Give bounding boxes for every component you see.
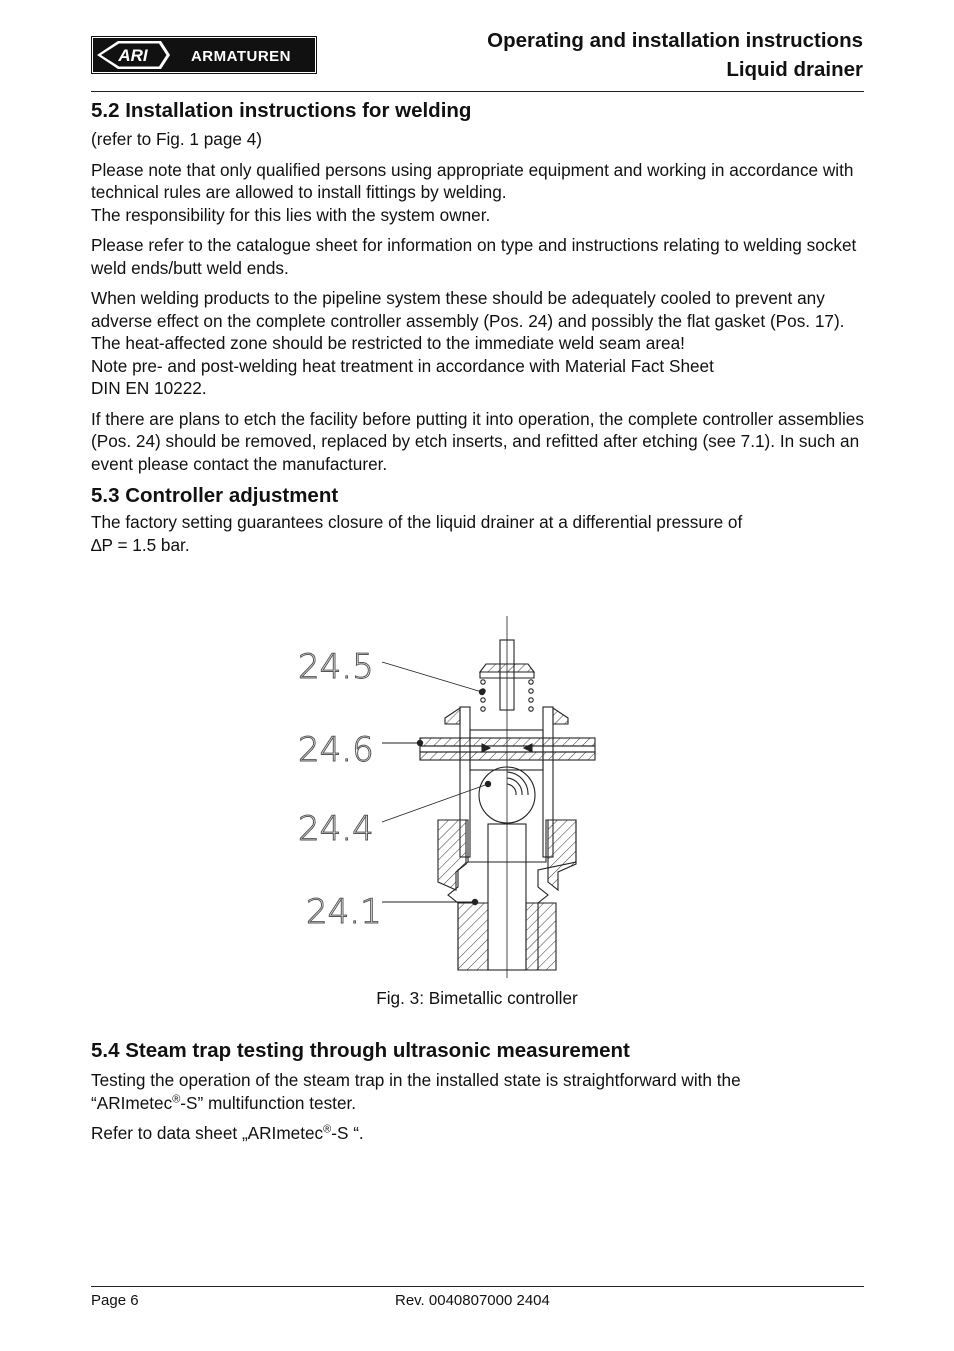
paragraph-din: DIN EN 10222. (91, 378, 207, 398)
section-5-4 (91, 1036, 864, 1145)
page-number: Page 6 (91, 1292, 139, 1309)
registered-mark: ® (172, 1092, 181, 1105)
leader-lines (382, 662, 488, 902)
paragraph-data-sheet (91, 1122, 864, 1145)
revision-number: Rev. 0040807000 2404 (395, 1292, 550, 1309)
ari-armaturen-logo (91, 36, 317, 74)
logo-mark-text: ARI (118, 46, 148, 65)
paragraph-etching: If there are plans to etch the facility before putting it into operation, the complete controller assemblies (Pos. 24) should be removed, replaced by etch inserts, and refitted after etching (see 7.1). In such an event please contact the manufacturer. (91, 408, 864, 474)
paragraph-tester (91, 1092, 864, 1115)
main-content (91, 96, 864, 556)
paragraph-cooling (91, 287, 864, 400)
tester-name-post: -S” multifunction tester. (180, 1092, 357, 1113)
paragraph-catalogue: Please refer to the catalogue sheet for information on type and instructions relating to welding socket weld ends/butt weld ends. (91, 235, 857, 278)
heading-5-4: 5.4 Steam trap testing through ultrasonic measurement (91, 1039, 630, 1062)
data-sheet-pre: Refer to data sheet „ARImetec (91, 1123, 324, 1143)
footer-divider (91, 1286, 864, 1287)
paragraph-reference: (refer to Fig. 1 page 4) (91, 129, 263, 149)
registered-mark-2: ® (323, 1123, 332, 1136)
document-title-line2: Liquid drainer (726, 58, 863, 81)
data-sheet-post: -S “. (331, 1123, 364, 1143)
paragraph-testing: Testing the operation of the steam trap in the installed state is straightforward with the (91, 1070, 741, 1090)
heading-5-3: 5.3 Controller adjustment (91, 484, 339, 507)
heading-5-2: 5.2 Installation instructions for welding (91, 99, 472, 122)
bimetallic-controller-drawing (290, 612, 610, 982)
paragraph-heat-treatment: Note pre- and post-welding heat treatment in accordance with Material Fact Sheet (91, 355, 714, 376)
paragraph-delta-p: ∆P = 1.5 bar. (91, 534, 190, 555)
paragraph-factory-setting: The factory setting guarantees closure of the liquid drainer at a differential pressure of (91, 512, 743, 532)
header-divider (91, 91, 864, 92)
paragraph-cooling-text: When welding products to the pipeline system these should be adequately cooled to prevent any adverse effect on the complete controller assembly (Pos. 24) and possibly the flat gasket (Pos. 17). The heat-affected zone should be restricted to the immediate weld seam area! (91, 288, 845, 353)
figure-label-24-5: 24.5 (298, 647, 374, 687)
figure-label-24-1: 24.1 (306, 892, 382, 932)
figure-label-24-4: 24.4 (298, 809, 374, 849)
figure-label-24-6: 24.6 (298, 730, 374, 770)
figure-caption: Fig. 3: Bimetallic controller (376, 988, 578, 1008)
brand-text: ARMATUREN (190, 48, 292, 65)
paragraph-qualified-text: Please note that only qualified persons using appropriate equipment and working in accordance with technical rules are allowed to install fittings by welding. (91, 159, 854, 202)
paragraph-responsibility: The responsibility for this lies with the system owner. (91, 204, 491, 225)
paragraph-qualified (91, 159, 864, 227)
document-title (487, 26, 863, 84)
document-title-line1: Operating and installation instructions (487, 29, 863, 52)
tester-name-pre: “ARImetec (91, 1092, 173, 1113)
